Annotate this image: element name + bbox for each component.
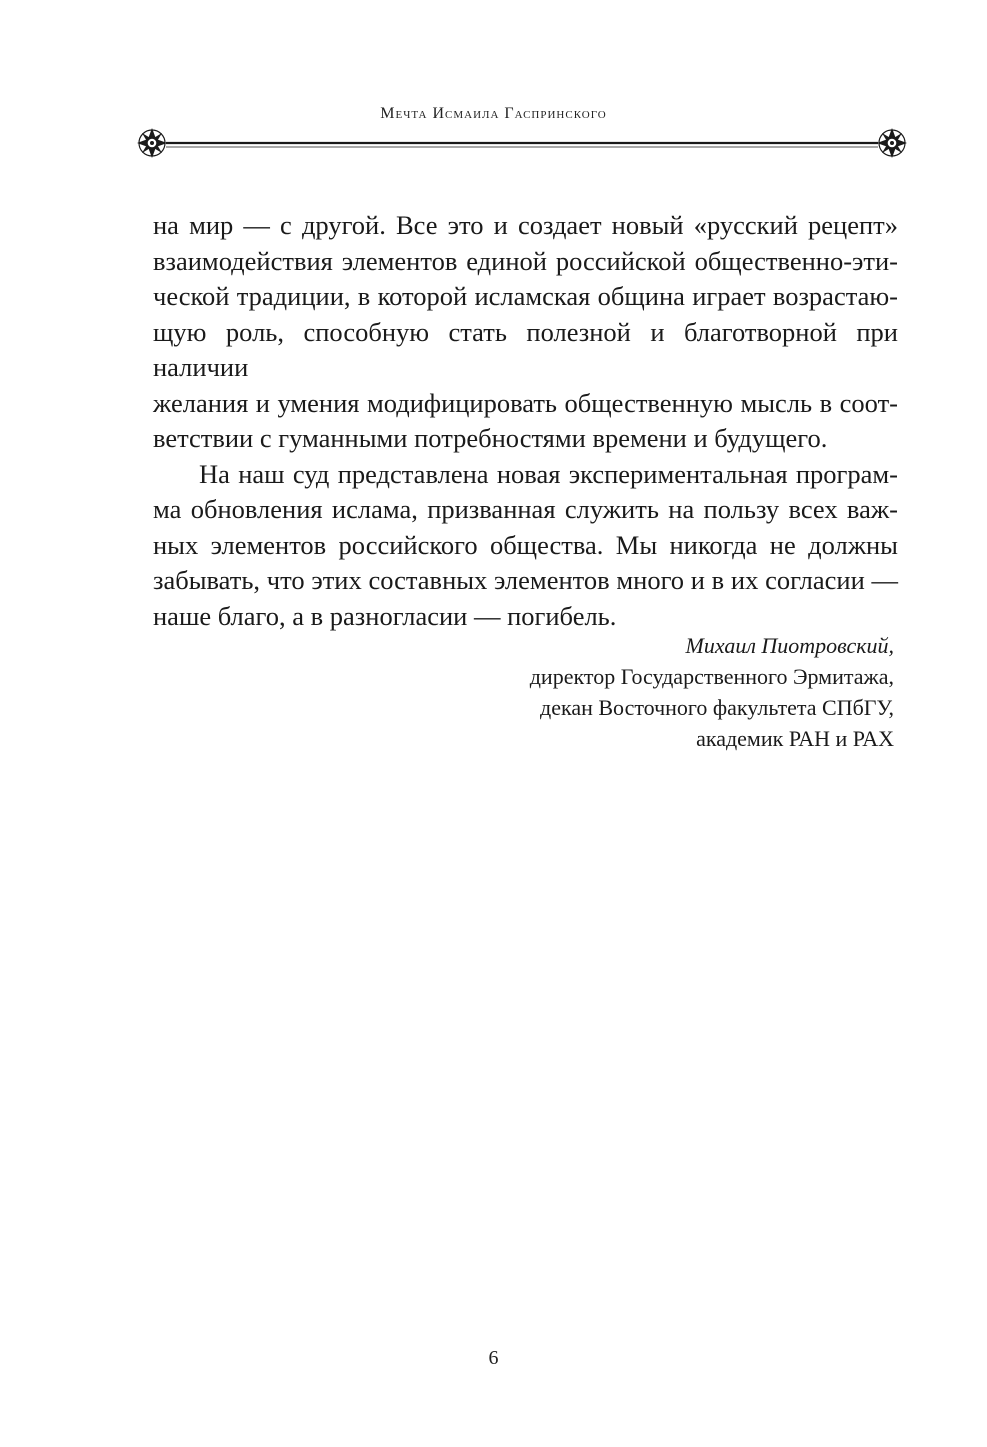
header-rule	[136, 126, 908, 160]
author-title-1: директор Государственного Эрмитажа,	[529, 664, 894, 689]
rosette-icon	[137, 128, 167, 158]
paragraph-2	[153, 457, 898, 635]
text-line: взаимодействия элементов единой российской общественно-эти-	[153, 245, 898, 276]
body-text	[153, 208, 898, 634]
text-line: ных элементов российского общества. Мы никогда не должны	[153, 529, 898, 560]
text-line: желания и умения модифицировать общественную мысль в соот-	[153, 387, 898, 418]
text-line: на мир — с другой. Все это и создает новый «русский рецепт»	[153, 210, 898, 240]
author-title-3: академик РАН и РАХ	[696, 726, 894, 751]
text-line: ветствии с гуманными потребностями времени и будущего.	[153, 423, 828, 453]
signature-block	[530, 630, 894, 754]
page-number: 6	[488, 1347, 499, 1369]
author-name: Михаил Пиотровский,	[685, 633, 894, 658]
text-line: ческой традиции, в которой исламская община играет возрастаю-	[153, 281, 898, 311]
text-line: наше благо, а в разногласии — погибель.	[153, 600, 617, 631]
running-title: Мечта Исмаила Гаспринского	[380, 105, 607, 122]
paragraph-1	[153, 208, 898, 457]
author-title-2: декан Восточного факультета СПбГУ,	[540, 695, 894, 720]
text-line: щую роль, способную стать полезной и благотворной при наличии	[153, 316, 898, 382]
text-line: На наш суд представлена новая экспериментальная програм-	[199, 458, 898, 489]
rosette-icon	[877, 128, 907, 158]
text-line: ма обновления ислама, призванная служить на пользу всех важ-	[153, 494, 898, 524]
text-line: забывать, что этих составных элементов много и в их согласии —	[153, 565, 898, 595]
